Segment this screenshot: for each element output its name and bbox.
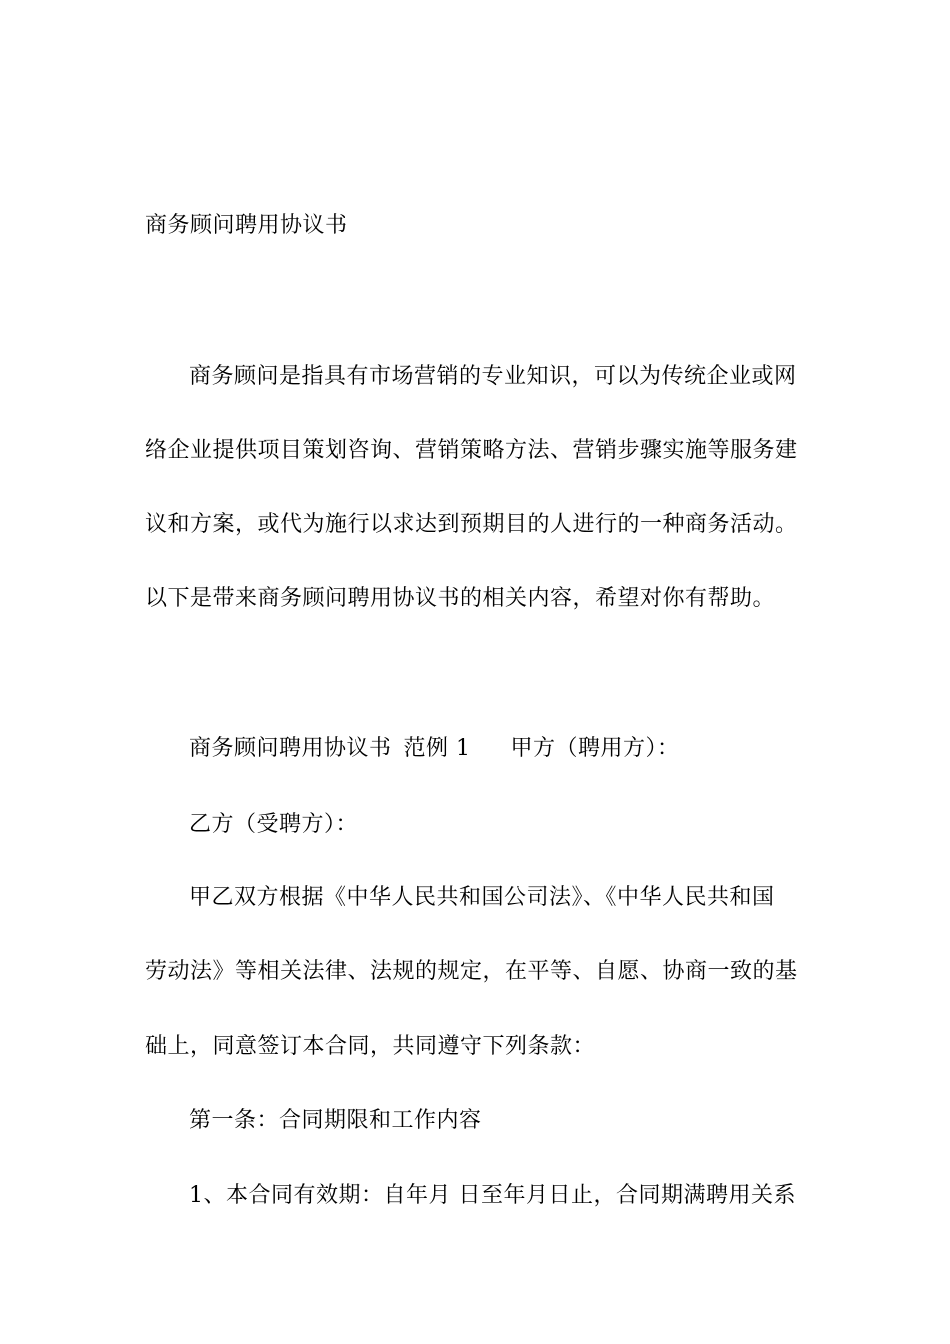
article-1-heading: 第一条：合同期限和工作内容 — [189, 1108, 482, 1133]
intro-line-4: 以下是带来商务顾问聘用协议书的相关内容，希望对你有帮助。 — [145, 586, 776, 611]
document-title: 商务顾问聘用协议书 — [145, 213, 348, 238]
article-1-item-1: 1、本合同有效期：自年月 日至年月日止，合同期满聘用关系 — [189, 1183, 796, 1208]
preamble-line-2: 劳动法》等相关法律、法规的规定，在平等、自愿、协商一致的基 — [145, 959, 798, 984]
preamble-line-1: 甲乙双方根据《中华人民共和国公司法》、《中华人民共和国 — [189, 885, 775, 910]
party-a-label: 甲方（聘用方）： — [510, 736, 680, 761]
intro-line-3: 议和方案，或代为施行以求达到预期目的人进行的一种商务活动。 — [145, 512, 798, 537]
sample-label: 范例 1 — [403, 736, 471, 761]
preamble-line-3: 础上，同意签订本合同，共同遵守下列条款： — [145, 1034, 596, 1059]
sample-title: 商务顾问聘用协议书 — [189, 736, 392, 761]
intro-line-2: 络企业提供项目策划咨询、营销策略方法、营销步骤实施等服务建 — [145, 438, 798, 463]
party-b-label: 乙方（受聘方）： — [189, 812, 359, 837]
intro-line-1: 商务顾问是指具有市场营销的专业知识，可以为传统企业或网 — [189, 364, 797, 389]
sample-heading-line — [189, 734, 805, 764]
